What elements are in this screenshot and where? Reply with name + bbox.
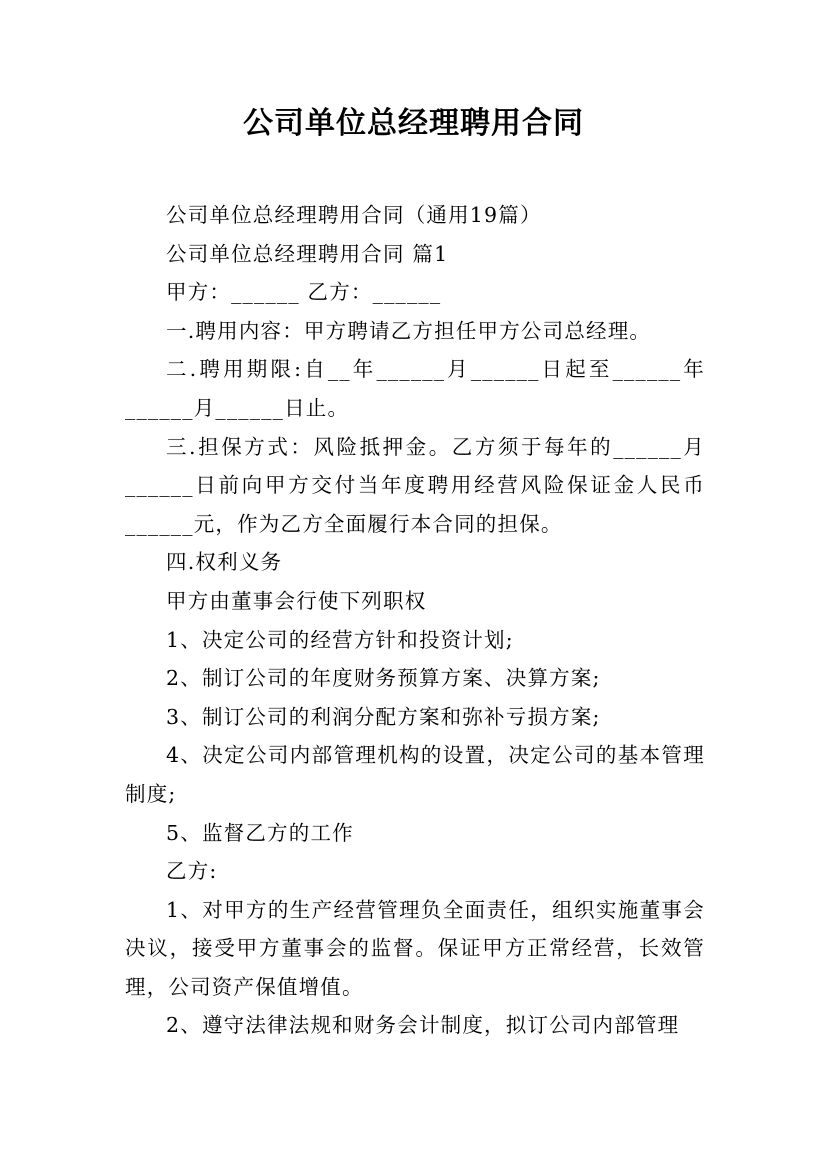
paragraph: 一.聘用内容：甲方聘请乙方担任甲方公司总经理。: [166, 318, 652, 343]
paragraph: 乙方:: [166, 859, 218, 884]
paragraph: 1、决定公司的经营方针和投资计划;: [166, 627, 514, 652]
paragraph: 5、监督乙方的工作: [166, 820, 354, 845]
document-title: 公司单位总经理聘用合同: [243, 106, 584, 141]
paragraph: 甲方由董事会行使下列职权: [166, 588, 427, 613]
document-body: [125, 196, 705, 1045]
paragraph: 公司单位总经理聘用合同（通用19篇）: [166, 203, 542, 227]
paragraph: 二.聘用期限:自__年______月______日起至______年______月______日止。: [125, 357, 705, 420]
paragraph: 4、决定公司内部管理机构的设置，决定公司的基本管理制度;: [125, 743, 705, 806]
paragraph: 1、对甲方的生产经营管理负全面责任，组织实施董事会决议，接受甲方董事会的监督。保证甲方正常经营，长效管理，公司资产保值增值。: [125, 897, 705, 999]
paragraph: 公司单位总经理聘用合同 篇1: [166, 241, 449, 266]
paragraph: 3、制订公司的利润分配方案和弥补亏损方案;: [166, 704, 601, 729]
paragraph: 甲方：______ 乙方：______: [166, 280, 442, 305]
paragraph: 三.担保方式：风险抵押金。乙方须于每年的______月______日前向甲方交付当年度聘用经营风险保证金人民币______元，作为乙方全面履行本合同的担保。: [125, 434, 705, 536]
paragraph: 2、遵守法律法规和财务会计制度，拟订公司内部管理: [166, 1013, 680, 1038]
paragraph: 2、制订公司的年度财务预算方案、决算方案;: [166, 666, 601, 691]
paragraph: 四.权利义务: [166, 550, 283, 575]
